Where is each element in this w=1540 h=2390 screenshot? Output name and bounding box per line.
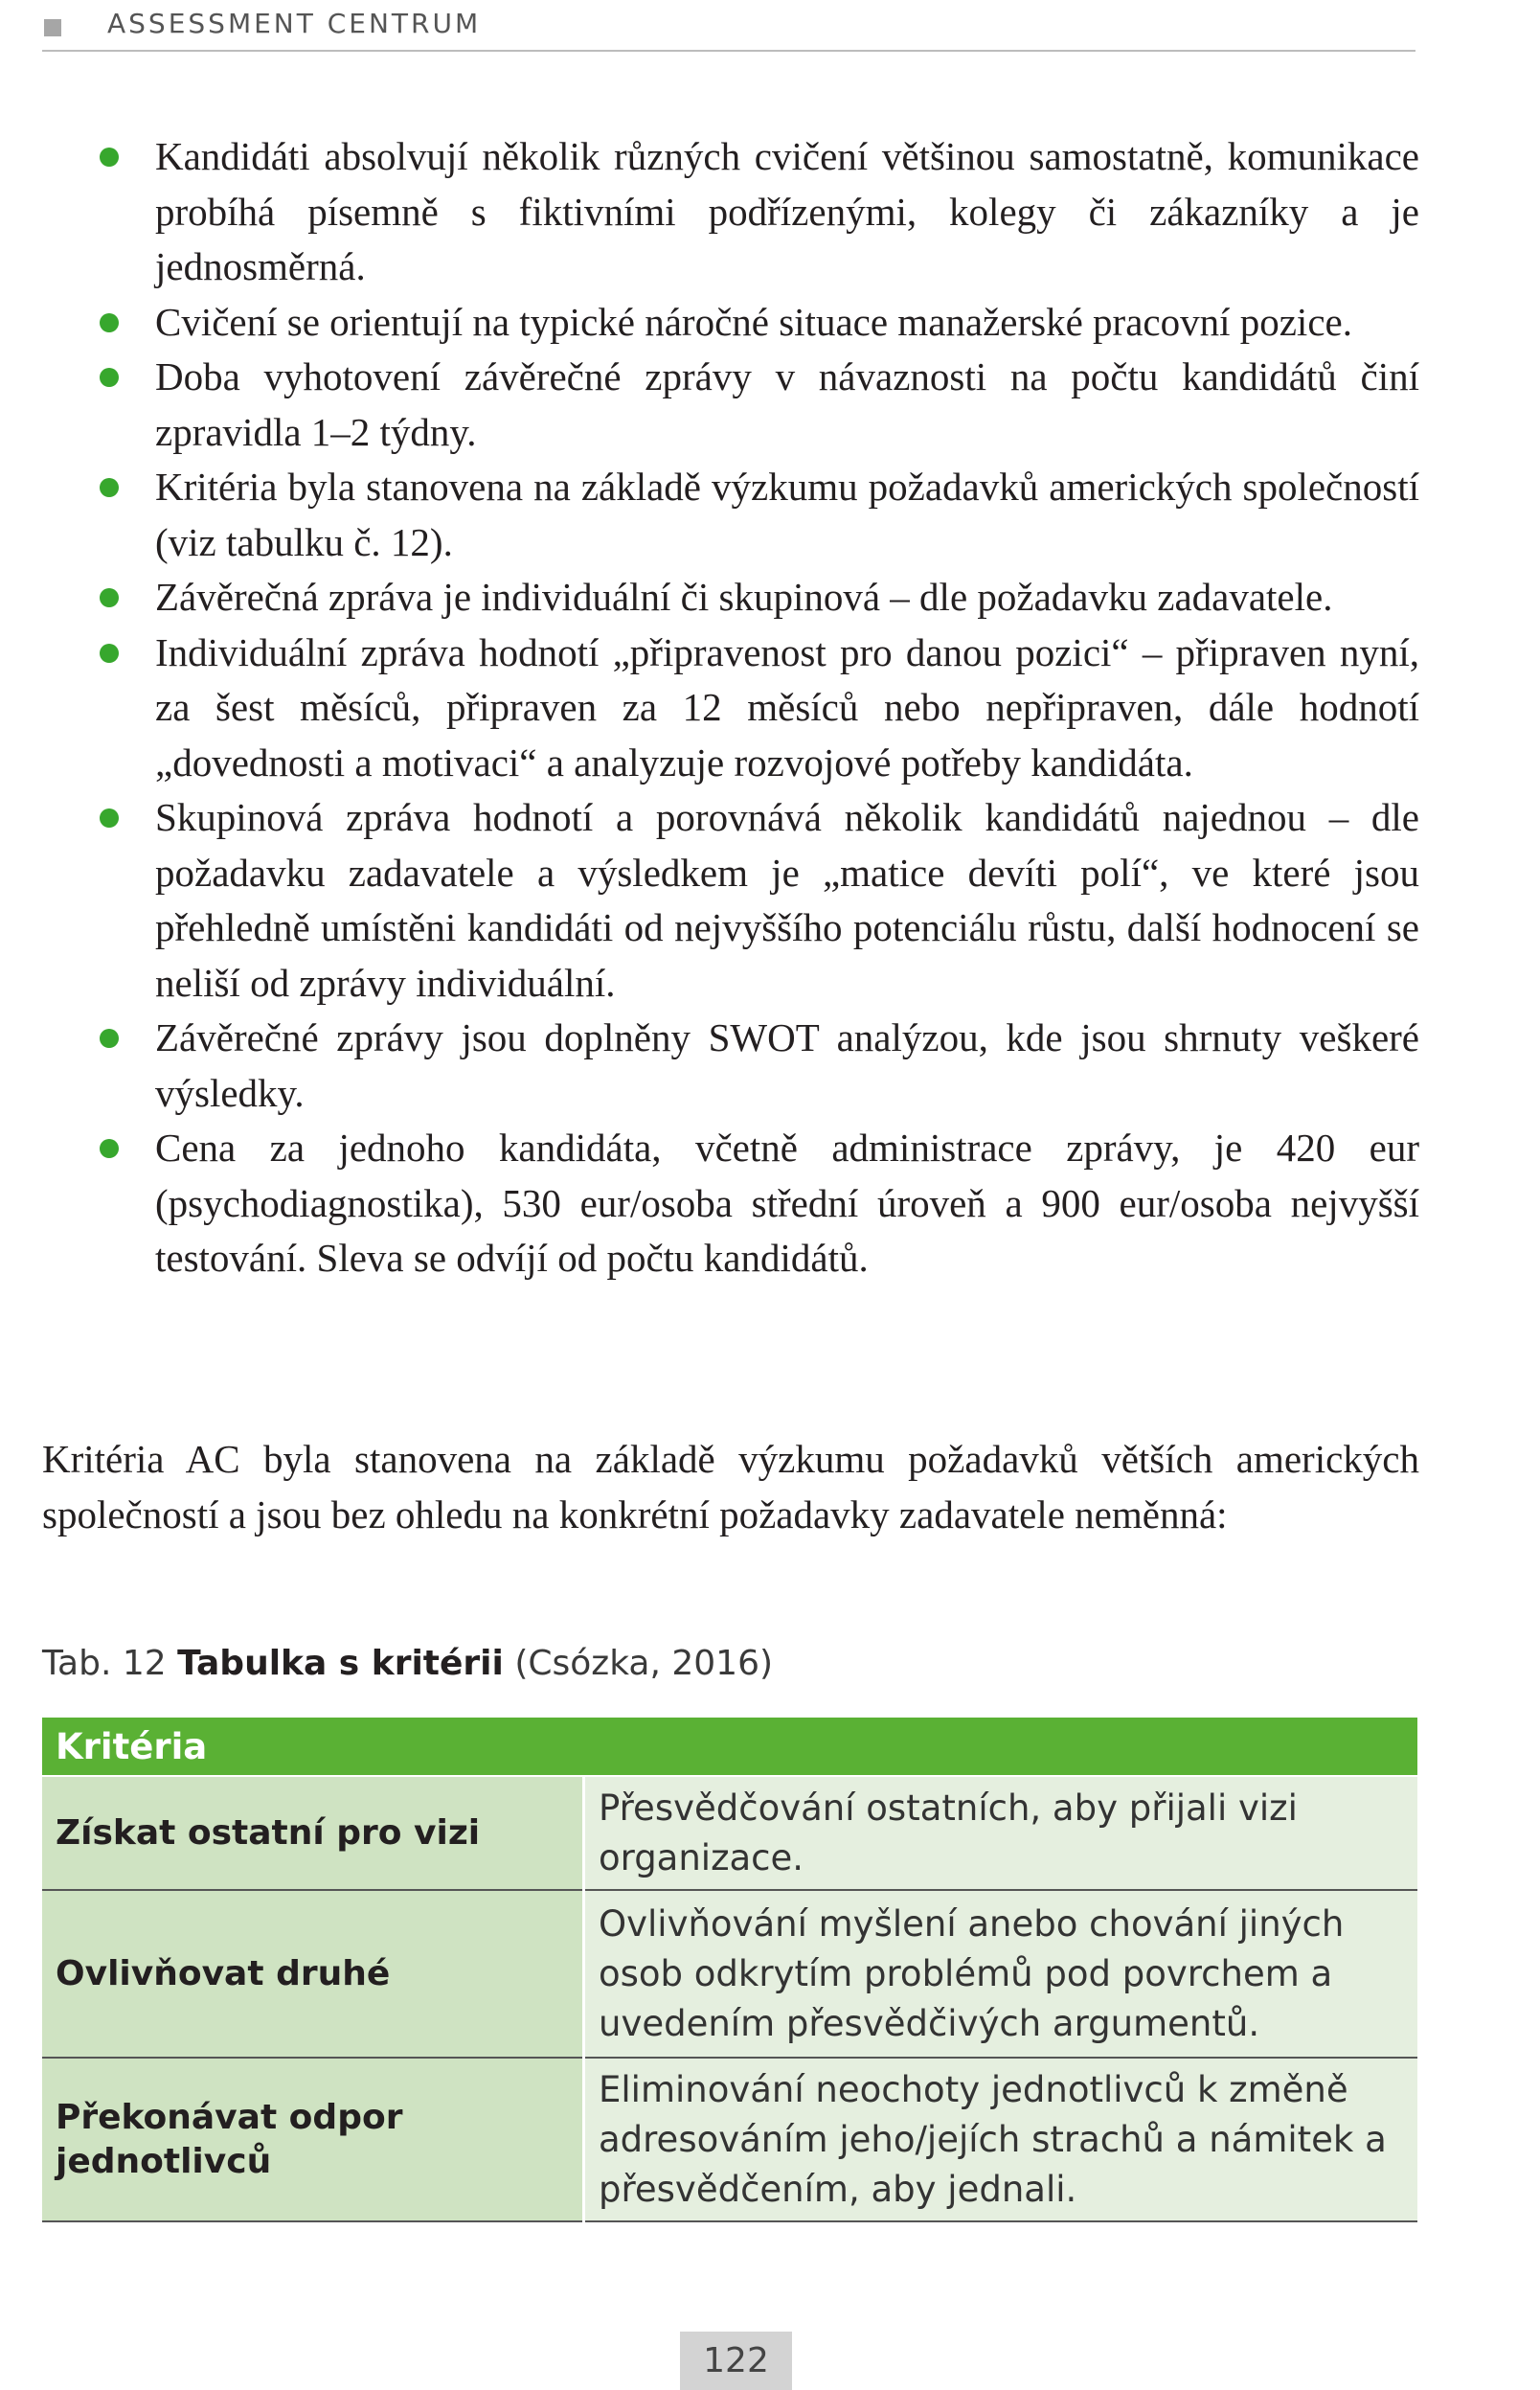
header-square-marker	[44, 19, 61, 36]
bullet-text: Cvičení se orientují na typické náročné situace manažerské pracovní pozice.	[155, 299, 1352, 344]
running-header	[42, 6, 1415, 52]
description-cell: Přesvědčování ostatních, aby přijali vizi organizace.	[584, 1776, 1418, 1890]
bullet-item	[96, 129, 1419, 295]
criterion-cell: Získat ostatní pro vizi	[42, 1776, 584, 1890]
bullet-item	[96, 570, 1419, 626]
bullet-dot-icon	[100, 588, 119, 607]
page-number: 122	[680, 2332, 792, 2390]
criterion-cell: Ovlivňovat druhé	[42, 1890, 584, 2058]
description-cell: Ovlivňování myšlení anebo chování jiných osob odkrytím problémů pod povrchem a uvedením přesvědčivých argumentů.	[584, 1890, 1418, 2058]
table-header-row	[42, 1718, 1417, 1776]
header-title: ASSESSMENT CENTRUM	[107, 8, 482, 39]
bullet-item	[96, 350, 1419, 460]
bullet-text: Závěrečné zprávy jsou doplněny SWOT analýzou, kde jsou shrnuty veškeré výsledky.	[155, 1015, 1419, 1115]
caption-source: (Csózka, 2016)	[514, 1644, 774, 1683]
bullet-dot-icon	[100, 1139, 119, 1158]
bullet-dot-icon	[100, 313, 119, 332]
bullet-dot-icon	[100, 478, 119, 497]
table-row	[42, 1776, 1417, 1890]
intro-paragraph: Kritéria AC byla stanovena na základě výzkumu požadavků větších amerických společností a jsou bez ohledu na konkrétní požadavky zadavatele neměnná:	[42, 1437, 1419, 1536]
table-header: Kritéria	[42, 1718, 1417, 1776]
bullet-text: Kritéria byla stanovena na základě výzkumu požadavků amerických společností (viz tabulku č. 12).	[155, 465, 1419, 564]
description-cell: Eliminování neochoty jednotlivců k změně adresováním jeho/jejích strachů a námitek a přesvědčením, aby jednali.	[584, 2058, 1418, 2221]
bullet-dot-icon	[100, 644, 119, 663]
bullet-item	[96, 1121, 1419, 1286]
bullet-text: Doba vyhotovení závěrečné zprávy v návaznosti na počtu kandidátů činí zpravidla 1–2 týdny.	[155, 354, 1419, 454]
bullet-text: Cena za jednoho kandidáta, včetně administrace zprávy, je 420 eur (psychodiagnostika), 530 eur/osoba střední úroveň a 900 eur/osoba nejvyšší testování. Sleva se odvíjí od počtu kandidátů.	[155, 1126, 1419, 1280]
criterion-cell: Překonávat odpor jednotlivců	[42, 2058, 584, 2221]
bullet-text: Kandidáti absolvují několik různých cvičení většinou samostatně, komunikace probíhá písemně s fiktivními podřízenými, kolegy či zákazníky a je jednosměrná.	[155, 134, 1419, 288]
bullet-item	[96, 460, 1419, 570]
bullet-item	[96, 626, 1419, 791]
bullet-dot-icon	[100, 368, 119, 387]
bullet-text: Závěrečná zpráva je individuální či skupinová – dle požadavku zadavatele.	[155, 575, 1333, 619]
criteria-table	[42, 1718, 1417, 2222]
table-row	[42, 2058, 1417, 2221]
bullet-item	[96, 295, 1419, 351]
bullet-text: Individuální zpráva hodnotí „připravenost pro danou pozici“ – připraven nyní, za šest měsíců, připraven za 12 měsíců nebo nepřipraven, dále hodnotí „dovednosti a motivaci“ a analyzuje rozvojové potřeby kandidáta.	[155, 629, 1419, 785]
bullet-list	[96, 129, 1419, 1286]
bullet-text: Skupinová zpráva hodnotí a porovnává několik kandidátů najednou – dle požadavku zadavatele a výsledkem je „matice devíti polí“, ve které jsou přehledně umístěni kandidáti od nejvyššího potenciálu růstu, další hodnocení se neliší od zprávy individuální.	[155, 795, 1419, 1005]
bullet-item	[96, 1011, 1419, 1121]
table-caption	[42, 1644, 773, 1683]
caption-title: Tabulka s kritérii	[177, 1644, 504, 1683]
bullet-item	[96, 790, 1419, 1011]
table-row	[42, 1890, 1417, 2058]
bullet-dot-icon	[100, 1029, 119, 1048]
bullet-dot-icon	[100, 148, 119, 167]
bullet-dot-icon	[100, 808, 119, 828]
caption-label: Tab. 12	[42, 1644, 167, 1683]
